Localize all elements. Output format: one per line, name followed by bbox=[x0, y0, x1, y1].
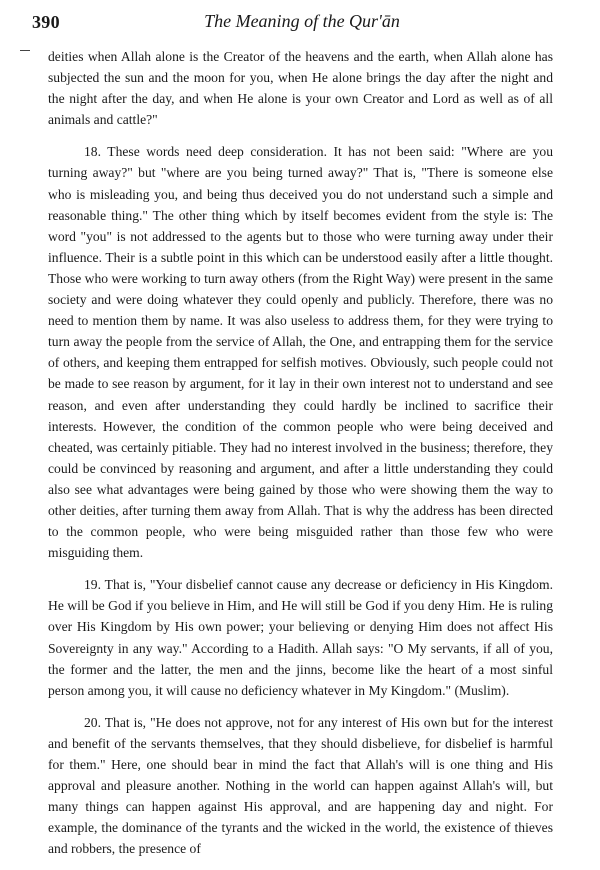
page-header bbox=[32, 10, 572, 40]
paragraph-note-20: 20. That is, "He does not approve, not for any interest of His own but for the interest and benefit of the servants themselves, that they should disbelieve, for disbelief is harmful for them." Here, one should bear in mind the fact that Allah's will is one thing and His approval and pleasure another. Nothing in the world can happen against Allah's will, but many things can happen against His approval, and are happening day and night. For example, the dominance of the tyrants and the wicked in the world, the existence of thieves and robbers, the presence of bbox=[48, 714, 553, 857]
paragraph-note-18: 18. These words need deep consideration. It has not been said: "Where are you turning away?" but "where are you being turned away?" That is, "There is someone else who is misleading you, and being thus deceived you do not understand such a simple and reasonable thing." The other thing which by itself becomes evident from the style is: The word "you" is not addressed to the agents but to those who were turning away under their influence. Their is a subtle point in this which can be understood easily after a little thought. Those who were working to turn away others (from the Right Way) were present in the same society and were doing whatever they could openly and publicly. Therefore, there was no need to mention them by name. It was also useless to address them, for they were trying to turn away the people from the service of Allah, the One, and entrapping them for the service of others, and keeping them entrapped for selfish motives. Obviously, such people could not be made to see reason by argument, for it lay in their own interest not to understand and see reason, and even after understanding they could hardly be inclined to sacrifice their interests. However, the condition of the common people who were being deceived and cheated, was certainly pitiable. They had no interest involved in the business; therefore, they could be convinced by reasoning and argument, and after a little understanding they could also see what advantages were being gained by those who were showing them the way to other deities, after turning them away from Allah. That is why the address has been directed to the common people, who were being misguided rather than those few who were misguiding them. bbox=[48, 144, 553, 561]
running-title: The Meaning of the Qur'ān bbox=[204, 11, 400, 31]
margin-mark bbox=[20, 50, 30, 51]
paragraph-note-19: 19. That is, "Your disbelief cannot cause any decrease or deficiency in His Kingdom. He will be God if you believe in Him, and He will still be God if you deny Him. He is ruling over His Kingdom by His own power; your believing or denying Him does not affect His Sovereignty in any way." According to a Hadith. Allah says: "O My servants, if all of you, the former and the latter, the men and the jinns, become like the heart of a most sinful person among you, it will cause no deficiency whatever in My Kingdom." (Muslim). bbox=[48, 577, 553, 698]
paragraph-continuation: deities when Allah alone is the Creator of the heavens and the earth, when Allah alone has subjected the sun and the moon for you, when He alone brings the day after the night and the night after the day, and when He alone is your own Creator and Lord as well as of all animals and cattle?" bbox=[48, 49, 553, 128]
page-number: 390 bbox=[32, 12, 60, 32]
body-text bbox=[48, 46, 553, 870]
